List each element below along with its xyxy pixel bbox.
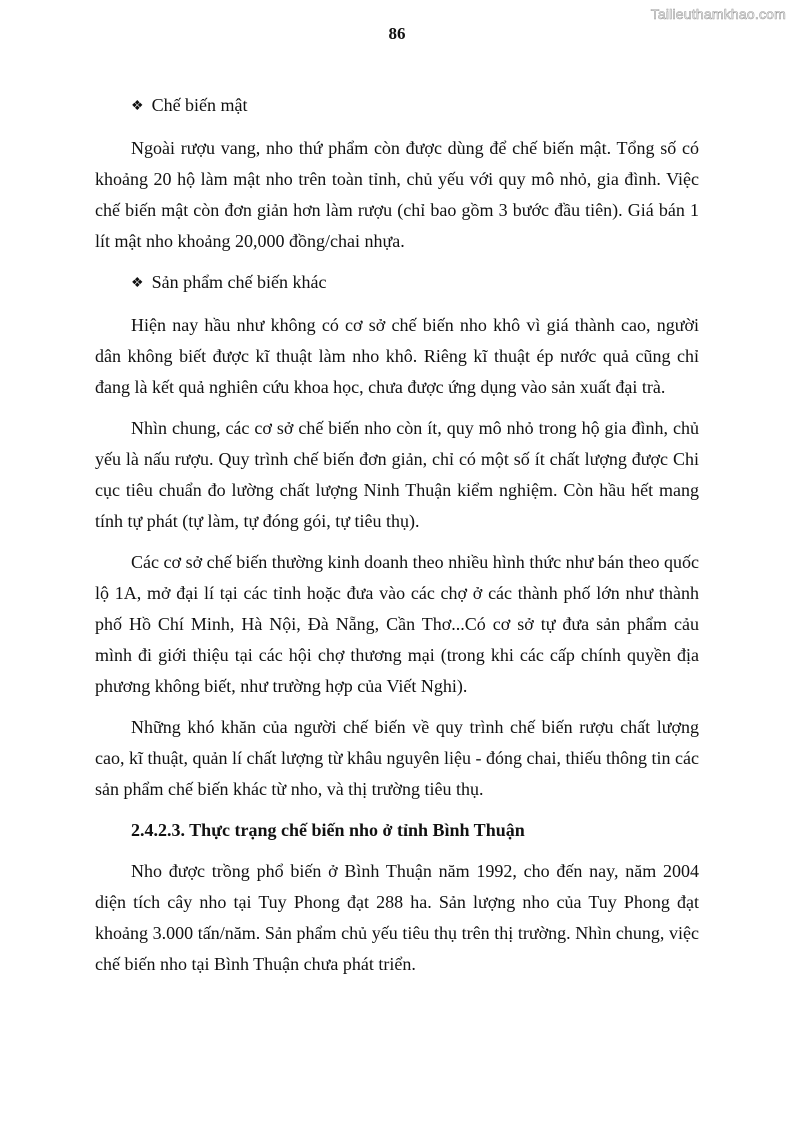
section-heading: 2.4.2.3. Thực trạng chế biến nho ở tỉnh Bình Thuận bbox=[131, 820, 525, 840]
diamond-bullet-icon: ❖ bbox=[131, 99, 144, 114]
diamond-bullet-icon: ❖ bbox=[131, 276, 144, 291]
bullet-heading-other-products bbox=[95, 267, 699, 300]
page-number: 86 bbox=[388, 24, 406, 43]
paragraph-binh-thuan: Nho được trồng phổ biến ở Bình Thuận năm 1992, cho đến nay, năm 2004 diện tích cây nho tại Tuy Phong đạt 288 ha. Sản lượng nho của Tuy Phong đạt khoảng 3.000 tấn/năm. Sản phẩm chủ yếu tiêu thụ trên thị trường. Nhìn chung, việc chế biến nho tại Bình Thuận chưa phát triển. bbox=[95, 861, 699, 974]
paragraph-business-forms: Các cơ sở chế biến thường kinh doanh theo nhiều hình thức như bán theo quốc lộ 1A, mở đại lí tại các tỉnh hoặc đưa vào các chợ ở các thành phố lớn như thành phố Hồ Chí Minh, Hà Nội, Đà Nẵng, Cần Thơ...Có cơ sở tự đưa sản phẩm cảu mình đi giới thiệu tại các hội chợ thương mại (trong khi các cấp chính quyền địa phương không biết, như trường hợp của Viết Nghi). bbox=[95, 552, 699, 696]
watermark: Tailieuthamkhao.com bbox=[650, 6, 786, 22]
bullet-heading-honey bbox=[95, 90, 699, 123]
paragraph-honey-processing: Ngoài rượu vang, nho thứ phẩm còn được dùng để chế biến mật. Tổng số có khoảng 20 hộ làm mật nho trên toàn tỉnh, chủ yếu với quy mô nhỏ, gia đình. Việc chế biến mật còn đơn giản hơn làm rượu (chỉ bao gồm 3 bước đầu tiên). Giá bán 1 lít mật nho khoảng 20,000 đồng/chai nhựa. bbox=[95, 138, 699, 251]
paragraph-overview: Nhìn chung, các cơ sở chế biến nho còn ít, quy mô nhỏ trong hộ gia đình, chủ yếu là nấu rượu. Quy trình chế biến đơn giản, chỉ có một số ít chất lượng được Chi cục tiêu chuẩn đo lường chất lượng Ninh Thuận kiểm nghiệm. Còn hầu hết mang tính tự phát (tự làm, tự đóng gói, tự tiêu thụ). bbox=[95, 418, 699, 531]
bullet-label: Chế biến mật bbox=[151, 95, 248, 115]
bullet-label: Sản phẩm chế biến khác bbox=[151, 272, 327, 292]
paragraph-other-products: Hiện nay hầu như không có cơ sở chế biến nho khô vì giá thành cao, người dân không biết được kĩ thuật làm nho khô. Riêng kĩ thuật ép nước quả cũng chỉ đang là kết quả nghiên cứu khoa học, chưa được ứng dụng vào sản xuất đại trà. bbox=[95, 315, 699, 397]
page-body bbox=[95, 90, 699, 980]
paragraph-difficulties: Những khó khăn của người chế biến về quy trình chế biến rượu chất lượng cao, kĩ thuật, quản lí chất lượng từ khâu nguyên liệu - đóng chai, thiếu thông tin các sản phẩm chế biến khác từ nho, và thị trường tiêu thụ. bbox=[95, 717, 699, 799]
